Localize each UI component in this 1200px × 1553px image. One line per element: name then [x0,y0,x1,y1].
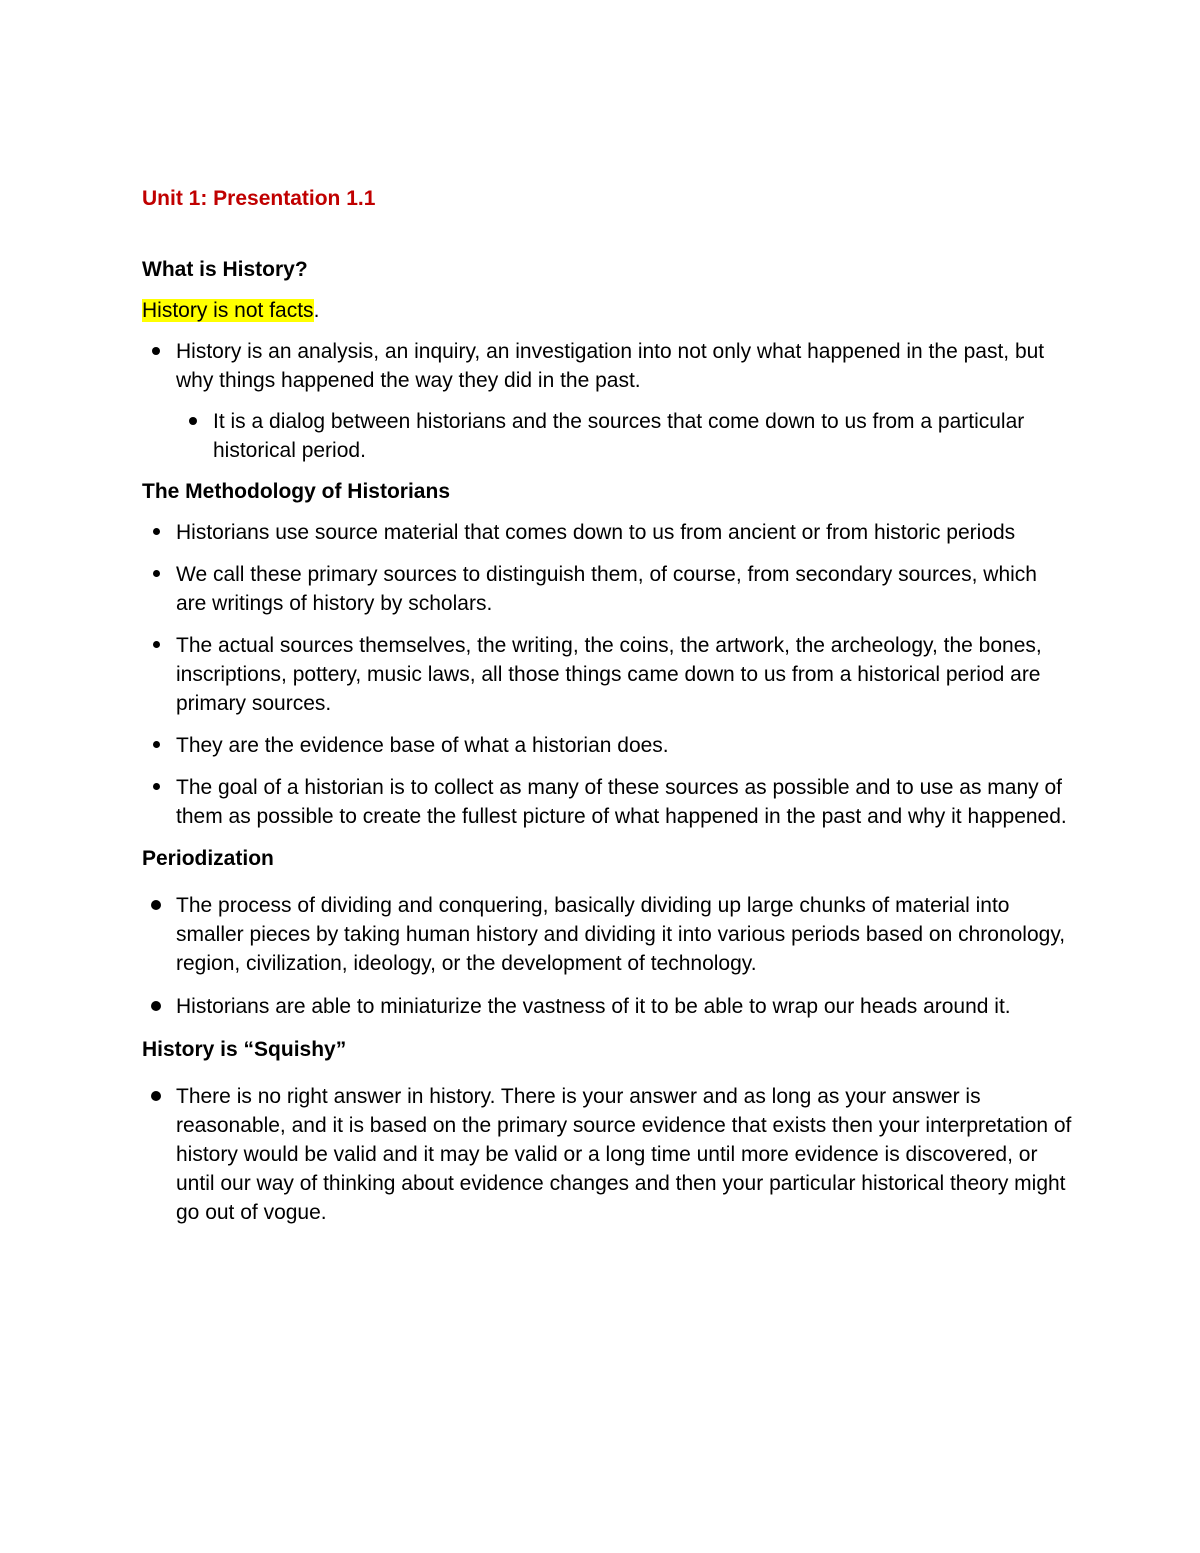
list-item-text: Historians are able to miniaturize the vastness of it to be able to wrap our heads around it. [176,995,1011,1018]
list-item [213,407,1072,465]
highlighted-text: History is not facts [142,299,314,322]
bullet-dot-icon [146,560,166,589]
list-item [176,1082,1072,1227]
bullet-dot-icon [146,731,166,760]
list-item-text: Historians use source material that comes down to us from ancient or from historic periods [176,521,1016,544]
heading-what-is-history: What is History? [142,258,308,281]
list-item [176,631,1072,718]
bullet-dot-icon [146,773,166,802]
unit-title: Unit 1: Presentation 1.1 [142,187,376,210]
periodization-bullet-list [176,891,1072,1021]
list-item-text: They are the evidence base of what a historian does. [176,734,669,757]
bullet-dot-icon [146,992,166,1021]
heading-periodization: Periodization [142,847,274,870]
heading-history-is-squishy: History is “Squishy” [142,1038,347,1061]
list-item [176,773,1072,831]
list-item-text: The process of dividing and conquering, basically dividing up large chunks of material into smaller pieces by taking human history and dividing it into various periods based on chronology, region, civilization, ideology, or the development of technology. [176,894,1066,975]
bullet-dot-icon [146,1082,166,1111]
list-item-text: The actual sources themselves, the writing, the coins, the artwork, the archeology, the bones, inscriptions, pottery, music laws, all those things came down to us from a historical period are primary sources. [176,634,1042,715]
list-item-text: The goal of a historian is to collect as many of these sources as possible and to use as many of them as possible to create the fullest picture of what happened in the past and why it happened. [176,776,1067,828]
history-bullet-list [176,337,1072,395]
bullet-dot-icon [146,337,166,366]
bullet-dot-icon [183,407,203,436]
bullet-dot-icon [146,518,166,547]
list-item-text: We call these primary sources to distinguish them, of course, from secondary sources, which are writings of history by scholars. [176,563,1037,615]
heading-methodology: The Methodology of Historians [142,480,450,503]
list-item-text: There is no right answer in history. There is your answer and as long as your answer is reasonable, and it is based on the primary source evidence that exists then your interpretation of history would be valid and it may be valid or a long time until more evidence is discovered, or until our way of thinking about evidence changes and then your particular historical theory might go out of vogue. [176,1085,1072,1224]
squishy-bullet-list [176,1082,1072,1227]
list-item [176,992,1072,1021]
highlight-suffix: . [313,299,320,322]
list-item [176,518,1072,547]
list-item [176,337,1072,395]
bullet-dot-icon [146,631,166,660]
bullet-dot-icon [146,891,166,920]
list-item [176,731,1072,760]
highlight-statement [142,296,1072,325]
list-item-text: It is a dialog between historians and the sources that come down to us from a particular historical period. [213,410,1025,462]
list-item [176,560,1072,618]
document-page [142,184,1072,1227]
list-item-text: History is an analysis, an inquiry, an investigation into not only what happened in the past, but why things happened the way they did in the past. [176,340,1045,392]
methodology-bullet-list [176,518,1072,831]
history-sub-bullet-list [213,407,1072,465]
list-item [176,891,1072,978]
